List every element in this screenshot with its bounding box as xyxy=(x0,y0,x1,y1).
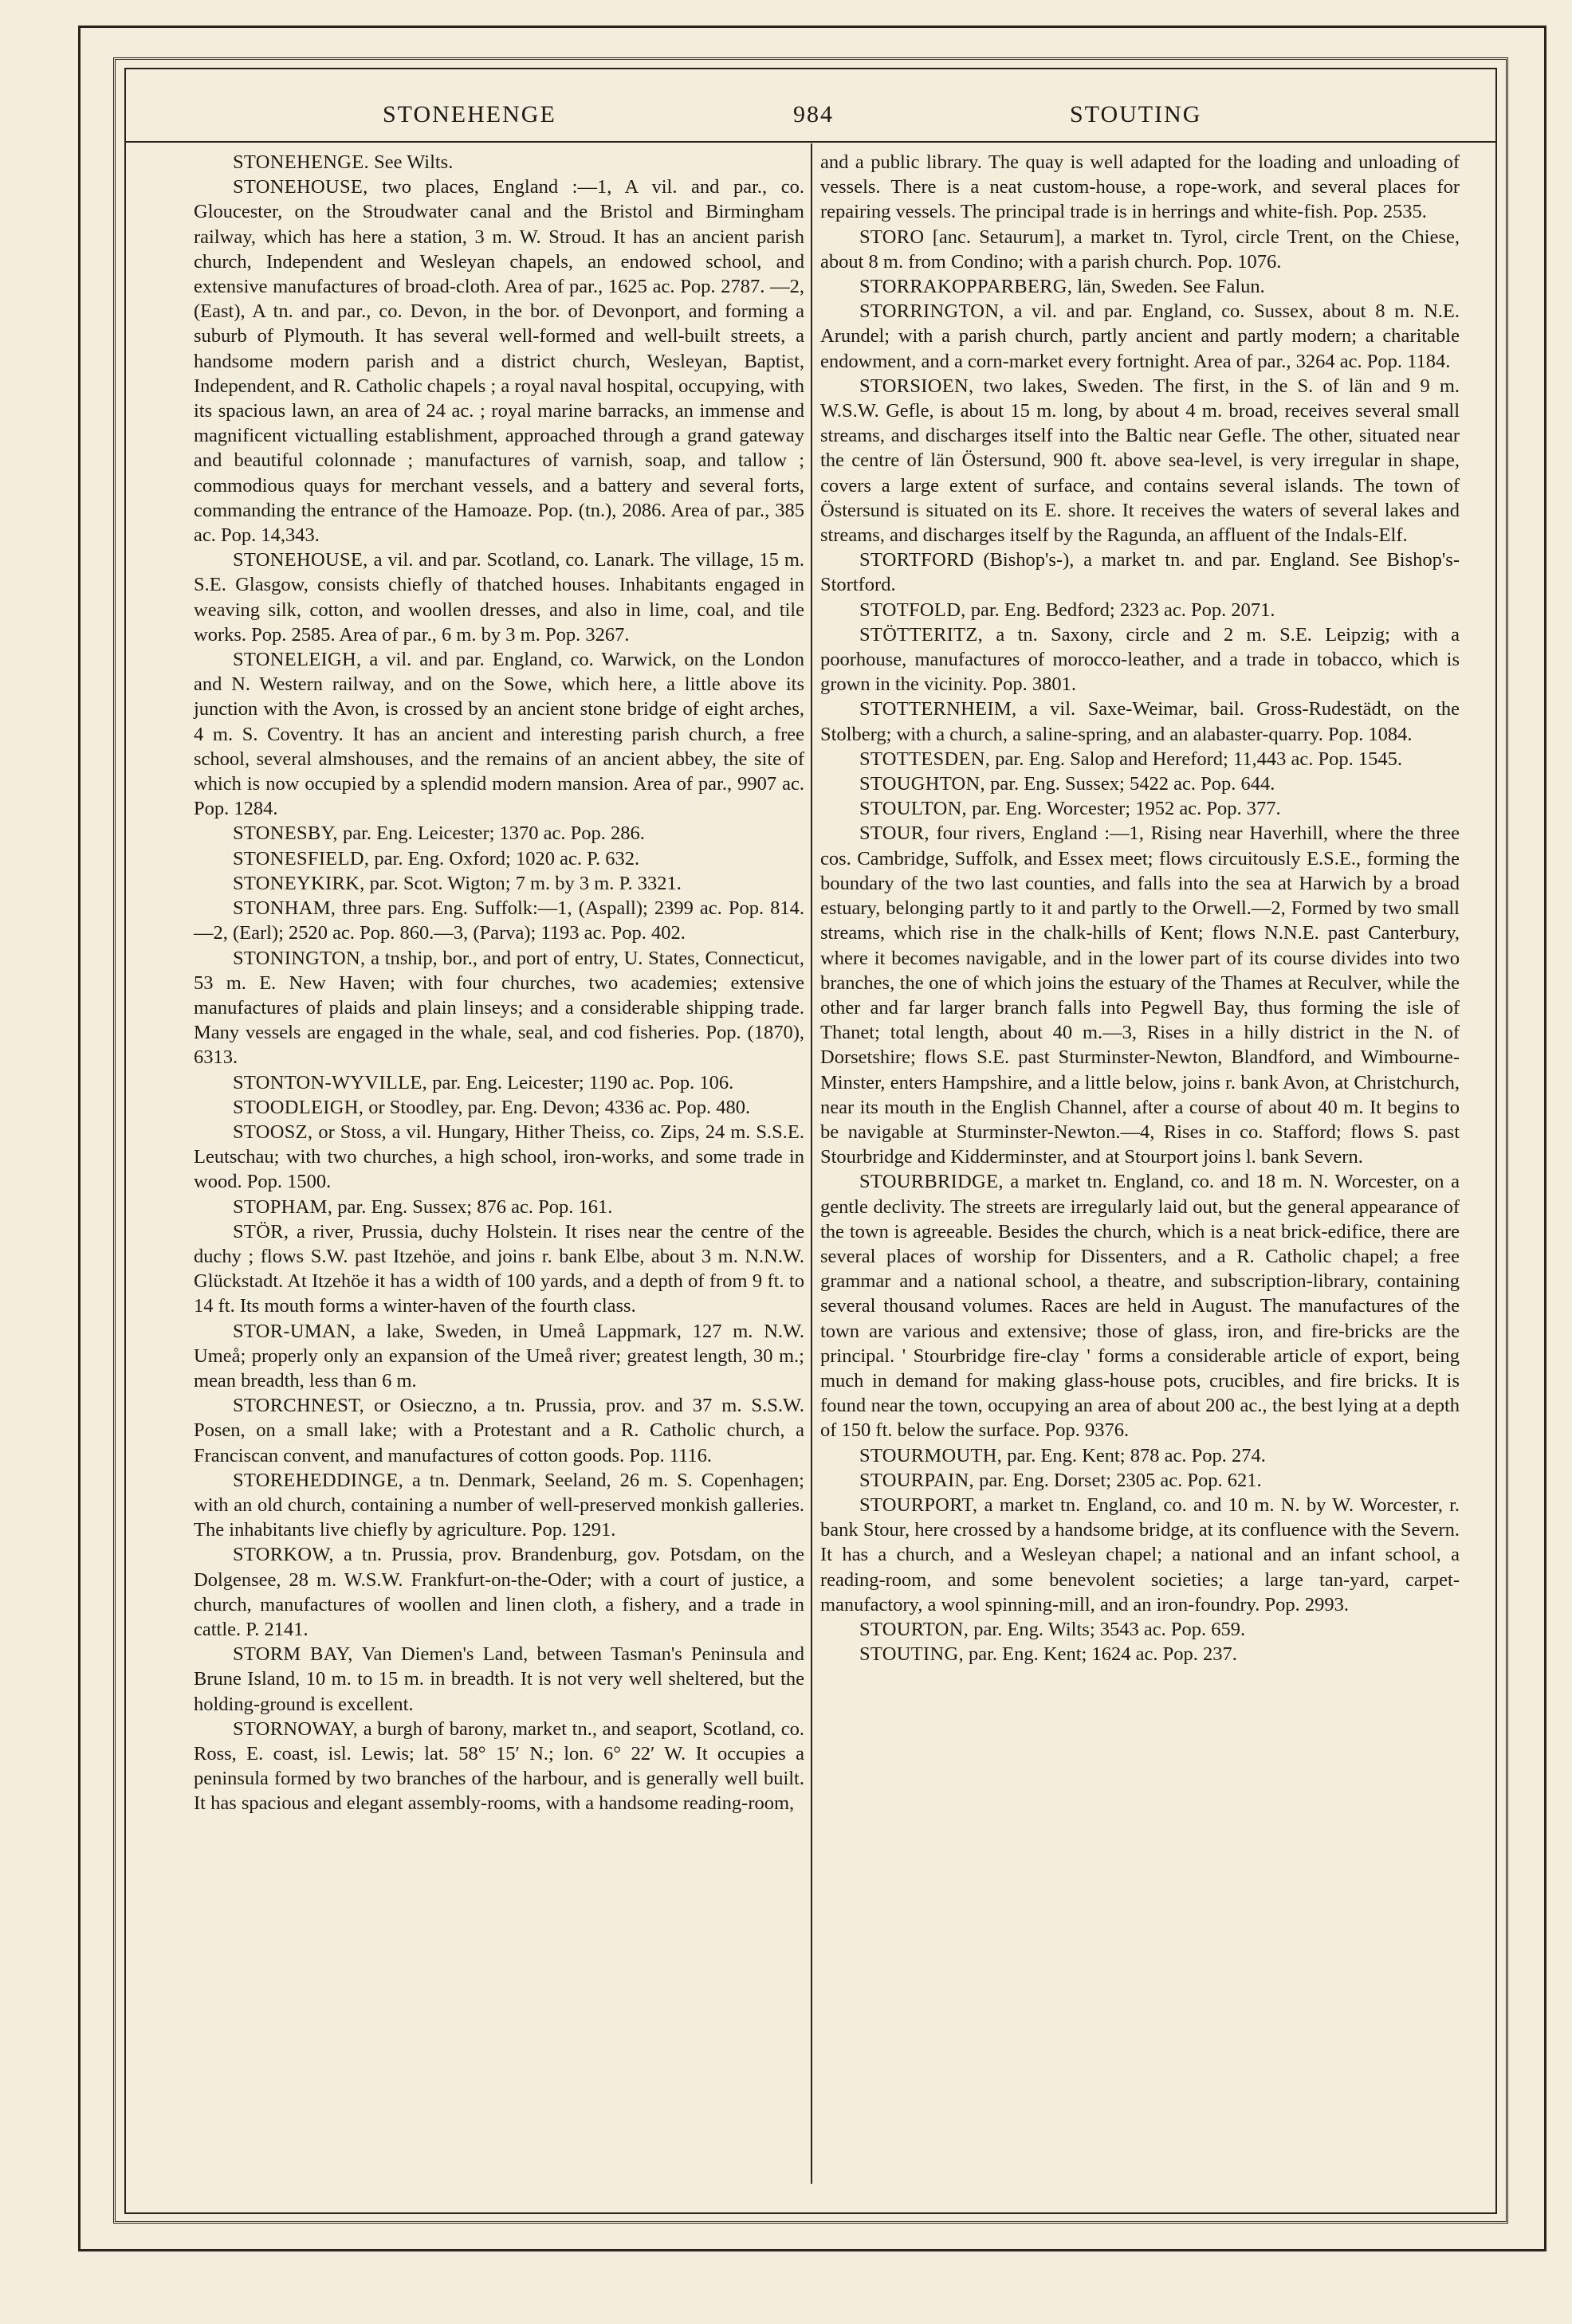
page-number: 984 xyxy=(793,101,834,128)
entry-headword: STOURPORT, xyxy=(859,1494,978,1516)
gazetteer-entry xyxy=(194,896,804,945)
entry-text: a market tn. England, co. and 10 m. N. by W. Worcester, r. bank Stour, here crossed by a handsome bridge, at its confluence with the Severn. It has a church, and a Wesleyan chapel; a national and an infant school, a reading-room, and some benevolent societies; a large tan-yard, carpet-manufactory, a wool spinning-mill, and an iron-foundry. Pop. 2993. xyxy=(820,1494,1460,1615)
entry-headword: STOURTON, xyxy=(859,1618,969,1640)
gazetteer-entry xyxy=(820,622,1460,697)
entry-headword: STONHAM, xyxy=(233,897,336,920)
entry-headword: STORCHNEST, xyxy=(233,1395,365,1417)
entry-headword: STORM BAY, xyxy=(233,1643,353,1666)
entry-headword: STONEHENGE. xyxy=(233,151,369,173)
entry-headword: STOUGHTON, xyxy=(859,773,985,795)
gazetteer-entry xyxy=(194,821,804,846)
entry-text: two places, England :—1, A vil. and par., co. Gloucester, on the Stroudwater canal and the Bristol and Birmingham railway, which has here a station, 3 m. W. Stroud. It has an ancient parish church, Independent and Wesleyan chapels, an endowed school, and extensive manufactures of broad-cloth. Area of par., 1625 ac. Pop. 2787. —2, (East), A tn. and par., co. Devon, in the bor. of Devonport, and forming a suburb of Plymouth. It has several well-formed and well-built streets, a handsome modern parish and a district church, Wesleyan, Baptist, Independent, and R. Catholic chapels ; a royal naval hospital, occupying, with its spacious lawn, an area of 24 ac. ; royal marine barracks, an immense and magnificent victualling establishment, approached through a grand gateway and beautiful colonnade ; manufactures of varnish, soap, and tallow ; commodious quays for merchant vessels, and a battery and several forts, commanding the entrance of the Hamoaze. Pop. (tn.), 2086. Area of par., 385 ac. Pop. 14,343. xyxy=(194,176,804,547)
entry-text: par. Scot. Wigton; 7 m. by 3 m. P. 3321. xyxy=(369,872,682,894)
entry-headword: STONINGTON, xyxy=(233,947,366,969)
entry-headword: STORSIOEN, xyxy=(859,375,974,397)
entry-headword: STÖR, xyxy=(233,1220,289,1242)
entry-text: a tn. Saxony, circle and 2 m. S.E. Leipzig; with a poorhouse, manufactures of morocco-leather, and a trade in tobacco, which is grown in the vicinity. Pop. 3801. xyxy=(820,623,1460,696)
header-rule xyxy=(124,141,1497,143)
entry-text: two lakes, Sweden. The first, in the S. of län and 9 m. W.S.W. Gefle, is about 15 m. long, by about 4 m. broad, receives several small streams, and discharges itself into the Baltic near Gefle. The other, situated near the centre of län Östersund, 900 ft. above sea-level, is very irregular in shape, covers a large extent of surface, and contains several islands. The town of Östersund is situated on its E. shore. It receives the waters of several lakes and streams, and discharges itself by the Ragunda, an affluent of the Indals-Elf. xyxy=(820,375,1460,547)
entry-text: a tn. Prussia, prov. Brandenburg, gov. Potsdam, on the Dolgensee, 28 m. W.S.W. Frankfurt-on-the-Oder; with a court of justice, a church, manufactures of woollen and linen cloth, a fishery, and a trade in cattle. P. 2141. xyxy=(194,1544,804,1640)
entry-headword: STOURBRIDGE, xyxy=(859,1171,1004,1193)
gazetteer-entry xyxy=(194,1319,804,1394)
gazetteer-entry xyxy=(194,1542,804,1642)
gazetteer-entry xyxy=(194,871,804,896)
gazetteer-entry xyxy=(194,1195,804,1219)
entry-headword: STOULTON, xyxy=(859,798,967,820)
gazetteer-entry xyxy=(820,225,1460,274)
entry-text: par. Eng. Wilts; 3543 ac. Pop. 659. xyxy=(973,1618,1246,1640)
gazetteer-entry xyxy=(820,374,1460,548)
entry-text: a vil. and par. Scotland, co. Lanark. The village, 15 m. S.E. Glasgow, consists chiefly of thatched houses. Inhabitants engaged in weaving silk, cotton, and woollen dresses, and also in lime, coal, and tile works. Pop. 2585. Area of par., 6 m. by 3 m. Pop. 3267. xyxy=(194,549,805,646)
entry-text: par. Eng. Salop and Hereford; 11,443 ac. Pop. 1545. xyxy=(995,748,1403,770)
entry-headword: STOPHAM, xyxy=(233,1195,333,1218)
entry-text: par. Eng. Worcester; 1952 ac. Pop. 377. xyxy=(972,798,1281,820)
entry-text: or Stoss, a vil. Hungary, Hither Theiss, co. Zips, 24 m. S.S.E. Leutschau; with two churches, a high school, iron-works, and some trade in wood. Pop. 1500. xyxy=(194,1121,804,1193)
gazetteer-entry xyxy=(820,1617,1460,1642)
entry-text: a tnship, bor., and port of entry, U. States, Connecticut, 53 m. E. New Haven; with four churches, two academies; extensive manufactures of plaids and plain linseys; and a considerable shipping trade. Many vessels are engaged in the whale, seal, and cod fisheries. Pop. (1870), 6313. xyxy=(194,947,804,1069)
gazetteer-entry xyxy=(820,1443,1460,1468)
entry-text: län, Sweden. See Falun. xyxy=(1077,276,1265,298)
entry-text: a vil. Saxe-Weimar, bail. Gross-Rudestädt, on the Stolberg; with a church, a saline-spring, and an alabaster-quarry. Pop. 1084. xyxy=(820,698,1460,745)
gazetteer-entry xyxy=(820,1468,1460,1493)
entry-text: a burgh of barony, market tn., and seaport, Scotland, co. Ross, E. coast, isl. Lewis; lat. 58° 15′ N.; lon. 6° 22′ W. It occupies a peninsula formed by two branches of the harbour, and is generally well built. It has spacious and elegant assembly-rooms, with a handsome reading-room, xyxy=(194,1717,804,1815)
entry-headword: STORRINGTON, xyxy=(859,300,1004,323)
gazetteer-entry xyxy=(194,1393,804,1468)
gazetteer-entry xyxy=(194,1219,804,1319)
running-head-right: STOUTING xyxy=(1070,101,1202,128)
entry-headword: STOURMOUTH, xyxy=(859,1444,1003,1466)
entry-headword: STOODLEIGH, xyxy=(233,1096,364,1118)
entry-headword: STONELEIGH, xyxy=(233,649,362,671)
entry-headword: STOURPAIN, xyxy=(859,1469,974,1491)
gazetteer-entry xyxy=(820,548,1460,597)
entry-text: par. Eng. Leicester; 1190 ac. Pop. 106. xyxy=(432,1071,734,1093)
gazetteer-entry xyxy=(194,846,804,871)
gazetteer-entry xyxy=(820,1642,1460,1666)
entry-headword: STOTFOLD, xyxy=(859,599,966,621)
entry-text: a vil. and par. England, co. Sussex, about 8 m. N.E. Arundel; with a parish church, partly ancient and partly modern; a charitable endowment, and a corn-market every fortnight. Area of par., 3264 ac. Pop. 1184. xyxy=(820,300,1460,372)
entry-text: a river, Prussia, duchy Holstein. It rises near the centre of the duchy ; flows S.W. past Itzehöe, and joins r. bank Elbe, about 3 m. N.N.W. Glückstadt. At Itzehöe it has a width of 100 yards, and a depth of from 9 ft. to 14 ft. Its mouth forms a winter-haven of the fourth class. xyxy=(194,1220,804,1317)
gazetteer-entry xyxy=(820,299,1460,374)
gazetteer-entry xyxy=(820,821,1460,1169)
entry-text: par. Eng. Sussex; 876 ac. Pop. 161. xyxy=(337,1195,613,1218)
outer-rule-bottom xyxy=(78,2249,1546,2251)
entry-text: par. Eng. Kent; 878 ac. Pop. 274. xyxy=(1007,1444,1266,1466)
gazetteer-entry xyxy=(194,175,804,548)
entry-headword: STORKOW, xyxy=(233,1544,334,1566)
entry-headword: STORTFORD xyxy=(859,549,974,571)
gazetteer-entry xyxy=(820,1169,1460,1443)
entry-headword: STORNOWAY, xyxy=(233,1717,359,1740)
outer-rule-left xyxy=(78,26,81,2251)
entry-text: a market tn. England, co. and 18 m. N. Worcester, on a gentle declivity. The streets are irregularly laid out, but the general appearance of the town is agreeable. Besides the church, which is a neat brick-edifice, there are several places of worship for Dissenters, and a R. Catholic chapel; a free grammar and a national school, a theatre, and subscription-library, containing several thousand volumes. Races are held in August. The manufactures of the town are various and extensive; those of glass, iron, and fire-bricks are the principal. ' Stourbridge fire-clay ' forms a considerable article of export, being much in demand for making glass-house pots, crucibles, and fire bricks. It is found near the town, occupying an area of about 200 ac., the best lying at a depth of 150 ft. below the surface. Pop. 9376. xyxy=(820,1171,1460,1442)
outer-rule-right xyxy=(1544,26,1546,2251)
entry-text: a vil. and par. England, co. Warwick, on the London and N. Western railway, and on the Sowe, which here, a little above its junction with the Avon, is crossed by an ancient stone bridge of eight arches, 4 m. S. Coventry. It has an ancient and interesting parish church, a free school, several almshouses, and the remains of an ancient abbey, the site of which is now occupied by a splendid modern mansion. Area of par., 9907 ac. Pop. 1284. xyxy=(194,649,804,820)
entry-text: a lake, Sweden, in Umeå Lappmark, 127 m. N.W. Umeå; properly only an expansion of the Umeå river; greatest length, 30 m.; mean breadth, less than 6 m. xyxy=(194,1320,805,1392)
entry-headword: STONESFIELD, xyxy=(233,847,370,870)
entry-text: par. Eng. Leicester; 1370 ac. Pop. 286. xyxy=(342,822,645,845)
entry-headword: STOOSZ, xyxy=(233,1121,313,1143)
entry-text: four rivers, England :—1, Rising near Haverhill, where the three cos. Cambridge, Suffolk, and Essex meet; flows circuitously E.S.E., forming the boundary of the two last counties, and falls into the sea at Harwich by a broad estuary, belonging partly to it and partly to the Orwell.—2, Formed by two small streams, which rise in the chalk-hills of Kent; flows N.N.E. past Canterbury, where it becomes navigable, and in the lower part of its course divides into two branches, the one of which joins the estuary of the Thames at Reculver, while the other and far larger branch falls into Pegwell Bay, thus forming the isle of Thanet; total length, about 40 m.—3, Rises in a hilly district in the N. of Dorsetshire; flows S.E. past Sturminster-Newton, Blandford, and Wimbourne-Minster, enters Hampshire, and a little below, joins r. bank Avon, at Christchurch, near its mouth in the English Channel, after a course of about 40 m. It begins to be navigable at Sturminster-Newton.—4, Rises in co. Stafford; flows S. past Stourbridge and Kidderminster, and at Stourport joins l. bank Severn. xyxy=(820,822,1460,1168)
entry-text: (Bishop's-), a market tn. and par. England. See Bishop's-Stortford. xyxy=(820,549,1460,596)
entry-text: or Osieczno, a tn. Prussia, prov. and 37 m. S.S.W. Posen, on a small lake; with a Protestant and a R. Catholic church, a Franciscan convent, and manufactures of cotton goods. Pop. 1116. xyxy=(194,1395,804,1466)
entry-text: par. Eng. Dorset; 2305 ac. Pop. 621. xyxy=(979,1469,1262,1491)
gazetteer-entry xyxy=(194,1468,804,1543)
gazetteer-entry xyxy=(194,946,804,1070)
entry-headword: STONEHOUSE, xyxy=(233,549,368,571)
entry-headword: STONEYKIRK, xyxy=(233,872,365,894)
gazetteer-entry xyxy=(194,1717,804,1816)
right-column xyxy=(820,150,1460,1666)
gazetteer-entry xyxy=(820,1493,1460,1617)
entry-text: par. Eng. Bedford; 2323 ac. Pop. 2071. xyxy=(970,599,1275,621)
gazetteer-entry xyxy=(194,1095,804,1120)
gazetteer-entry xyxy=(194,548,804,647)
entry-headword: STONTON-WYVILLE, xyxy=(233,1071,428,1093)
entry-headword: STOR-UMAN, xyxy=(233,1320,356,1342)
gazetteer-entry xyxy=(194,150,804,175)
entry-text: Van Diemen's Land, between Tasman's Peninsula and Brune Island, 10 m. to 15 m. in breadth. It is not very well sheltered, but the holding-ground is excellent. xyxy=(194,1643,804,1715)
entry-headword: STORO xyxy=(859,226,925,248)
left-column xyxy=(194,150,804,1816)
entry-text: par. Eng. Oxford; 1020 ac. P. 632. xyxy=(374,847,640,870)
entry-text: and a public library. The quay is well adapted for the loading and unloading of vessels. There is a neat custom-house, a rope-work, and several places for repairing vessels. The principal trade is in herrings and white-fish. Pop. 2535. xyxy=(820,151,1460,223)
entry-text: three pars. Eng. Suffolk:—1, (Aspall); 2399 ac. Pop. 814.—2, (Earl); 2520 ac. Pop. 860.—3, (Parva); 1193 ac. Pop. 402. xyxy=(194,897,805,944)
gazetteer-entry xyxy=(194,647,804,821)
entry-headword: STOTTESDEN, xyxy=(859,748,991,770)
entry-headword: STORRAKOPPARBERG, xyxy=(859,276,1073,298)
gazetteer-entry xyxy=(820,598,1460,622)
entry-text: a tn. Denmark, Seeland, 26 m. S. Copenhagen; with an old church, containing a number of well-preserved monkish galleries. The inhabitants live chiefly by agriculture. Pop. 1291. xyxy=(194,1469,804,1541)
entry-text: par. Eng. Kent; 1624 ac. Pop. 237. xyxy=(969,1643,1237,1666)
entry-text: [anc. Setaurum], a market tn. Tyrol, circle Trent, on the Chiese, about 8 m. from Condino; with a parish church. Pop. 1076. xyxy=(820,226,1460,273)
gazetteer-entry xyxy=(820,150,1460,225)
gazetteer-entry xyxy=(194,1070,804,1095)
entry-headword: STOUTING, xyxy=(859,1643,964,1666)
gazetteer-entry xyxy=(820,747,1460,771)
entry-headword: STONEHOUSE, xyxy=(233,176,368,198)
running-head-left: STONEHENGE xyxy=(383,101,556,128)
gazetteer-entry xyxy=(820,771,1460,796)
entry-headword: STÖTTERITZ, xyxy=(859,623,984,646)
gazetteer-entry xyxy=(194,1120,804,1195)
outer-rule-top xyxy=(78,26,1546,28)
entry-headword: STOTTERNHEIM, xyxy=(859,698,1017,720)
gazetteer-entry xyxy=(820,274,1460,299)
entry-headword: STOUR, xyxy=(859,822,929,845)
gazetteer-entry xyxy=(820,796,1460,821)
entry-text: par. Eng. Sussex; 5422 ac. Pop. 644. xyxy=(990,773,1275,795)
entry-text: or Stoodley, par. Eng. Devon; 4336 ac. Pop. 480. xyxy=(368,1096,751,1118)
gazetteer-entry xyxy=(820,697,1460,746)
entry-headword: STONESBY, xyxy=(233,822,338,845)
entry-headword: STOREHEDDINGE, xyxy=(233,1469,404,1491)
gazetteer-entry xyxy=(194,1642,804,1717)
entry-text: See Wilts. xyxy=(374,151,454,173)
column-divider xyxy=(811,143,812,2184)
